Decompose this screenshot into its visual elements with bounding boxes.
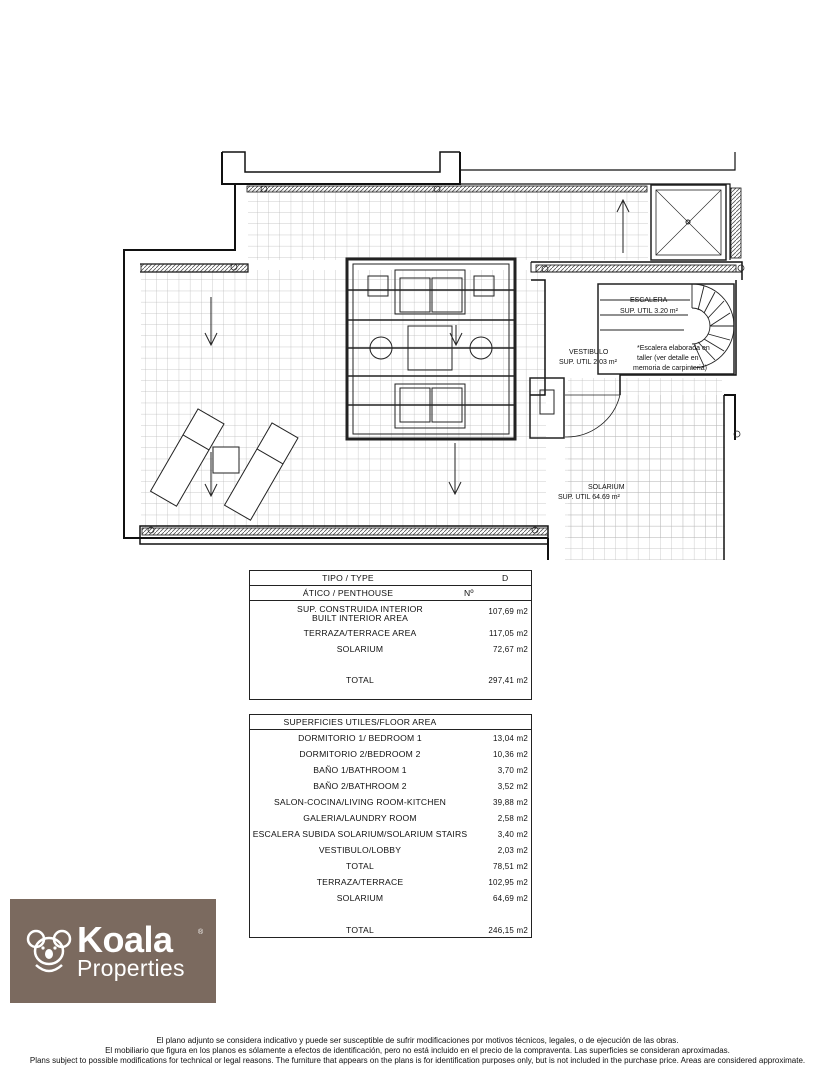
floor-area-row-value: 78,51 m2 — [493, 861, 528, 871]
floor-area-row-value: 3,52 m2 — [497, 781, 528, 791]
atico-row — [250, 586, 531, 601]
logo-registered-mark: ® — [198, 929, 204, 936]
floor-area-row-name: SOLARIUM — [336, 893, 384, 903]
floor-area-row-value: 2,58 m2 — [497, 813, 528, 823]
floor-area-row — [250, 890, 531, 906]
floor-area-row — [250, 762, 531, 778]
floor-area-row-name: DORMITORIO 2/BEDROOM 2 — [299, 749, 421, 759]
floor-area-row-name: DORMITORIO 1/ BEDROOM 1 — [298, 733, 422, 743]
disclaimer-line-2: El mobiliario que figura en los planos es sólamente a efectos de identificación, pero no está incluido en el precio de la compraventa. Las superficies se consideran aproximadas. — [105, 1046, 730, 1055]
disclaimer-line-1: El plano adjunto se considera indicativo y puede ser susceptible de sufrir modificaciones por motivos técnicos, legales, o de ejecución de las obras. — [156, 1036, 679, 1045]
atico-label: ÁTICO / PENTHOUSE — [302, 588, 394, 598]
floor-area-row — [250, 730, 531, 746]
floor-area-total-label: TOTAL — [346, 925, 374, 935]
logo-word-koala: Koala — [77, 919, 173, 960]
total-row — [250, 672, 531, 688]
floor-area-table — [249, 714, 532, 938]
solarium-label: SOLARIUM — [588, 484, 625, 491]
floor-area-row — [250, 842, 531, 858]
disclaimer-line-3: Plans subject to possible modifications for technical or legal reasons. The furniture that appears on the plans is for identification purposes only, but is not included in the purchase price. Areas are considered approximate. — [29, 1056, 806, 1065]
escalera-label: ESCALERA — [630, 297, 668, 304]
solarium-value: 72,67 m2 — [493, 644, 528, 654]
floor-area-total-row — [250, 922, 531, 938]
penthouse-summary-table — [249, 570, 532, 700]
floor-area-row-value: 2,03 m2 — [497, 845, 528, 855]
floor-area-row-name: ESCALERA SUBIDA SOLARIUM/SOLARIUM STAIRS — [252, 829, 468, 839]
floor-area-row-value: 102,95 m2 — [488, 877, 528, 887]
floor-area-row — [250, 874, 531, 890]
floor-area-row-value: 39,88 m2 — [493, 797, 528, 807]
floor-area-rows — [250, 730, 531, 906]
floor-area-row-value: 10,36 m2 — [493, 749, 528, 759]
type-label: TIPO / TYPE — [322, 573, 374, 583]
floor-area-row-value: 3,70 m2 — [497, 765, 528, 775]
skylight-box — [651, 185, 726, 260]
floor-area-row — [250, 746, 531, 762]
stair-note-3: memoria de carpinteria) — [633, 365, 707, 372]
vestibulo-label: VESTIBULO — [569, 349, 609, 356]
stair-note-1: *Escalera elaborada en — [637, 345, 710, 352]
stair-note-2: taller (ver detalle en — [637, 355, 699, 362]
solarium-row — [250, 641, 531, 657]
floor-area-total-value: 246,15 m2 — [488, 925, 528, 935]
number-label: Nº — [464, 588, 474, 598]
sup-label: SUP. CONSTRUIDA INTERIOR — [297, 604, 423, 614]
koala-properties-logo — [10, 899, 216, 1003]
floor-area-row-name: BAÑO 1/BATHROOM 1 — [313, 765, 407, 775]
koala-icon — [24, 927, 74, 977]
floor-area-row-name: SALON-COCINA/LIVING ROOM-KITCHEN — [273, 797, 447, 807]
floor-area-row-name: TERRAZA/TERRACE — [316, 877, 404, 887]
floor-area-row — [250, 810, 531, 826]
floor-area-header — [250, 715, 531, 730]
logo-word-properties: Properties — [77, 955, 185, 981]
floor-area-row — [250, 778, 531, 794]
total-value: 297,41 m2 — [488, 675, 528, 685]
floor-area-row — [250, 794, 531, 810]
type-value: D — [502, 573, 509, 583]
floor-area-header-label: SUPERFICIES UTILES/FLOOR AREA — [283, 717, 437, 727]
type-row — [250, 571, 531, 586]
terrace-value: 117,05 m2 — [488, 628, 528, 638]
floor-area-row-name: TOTAL — [346, 861, 374, 871]
floor-area-row-value: 3,40 m2 — [497, 829, 528, 839]
terrace-label: TERRAZA/TERRACE AREA — [303, 628, 417, 638]
floor-area-row-name: BAÑO 2/BATHROOM 2 — [313, 781, 407, 791]
floor-area-row-name: GALERIA/LAUNDRY ROOM — [303, 813, 417, 823]
solarium-area: SUP. UTIL 64.69 m² — [558, 494, 620, 501]
solarium-label: SOLARIUM — [336, 644, 384, 654]
escalera-area: SUP. UTIL 3.20 m² — [620, 308, 678, 315]
total-label: TOTAL — [346, 675, 374, 685]
floor-area-row — [250, 826, 531, 842]
terrace-row — [250, 625, 531, 641]
built-value: 107,69 m2 — [488, 606, 528, 616]
floor-area-row-value: 13,04 m2 — [493, 733, 528, 743]
built-label: BUILT INTERIOR AREA — [311, 613, 409, 623]
floor-area-row — [250, 858, 531, 874]
floor-area-row-name: VESTIBULO/LOBBY — [318, 845, 402, 855]
floor-area-row-value: 64,69 m2 — [493, 893, 528, 903]
vestibulo-area: SUP. UTIL 2.03 m² — [559, 359, 617, 366]
